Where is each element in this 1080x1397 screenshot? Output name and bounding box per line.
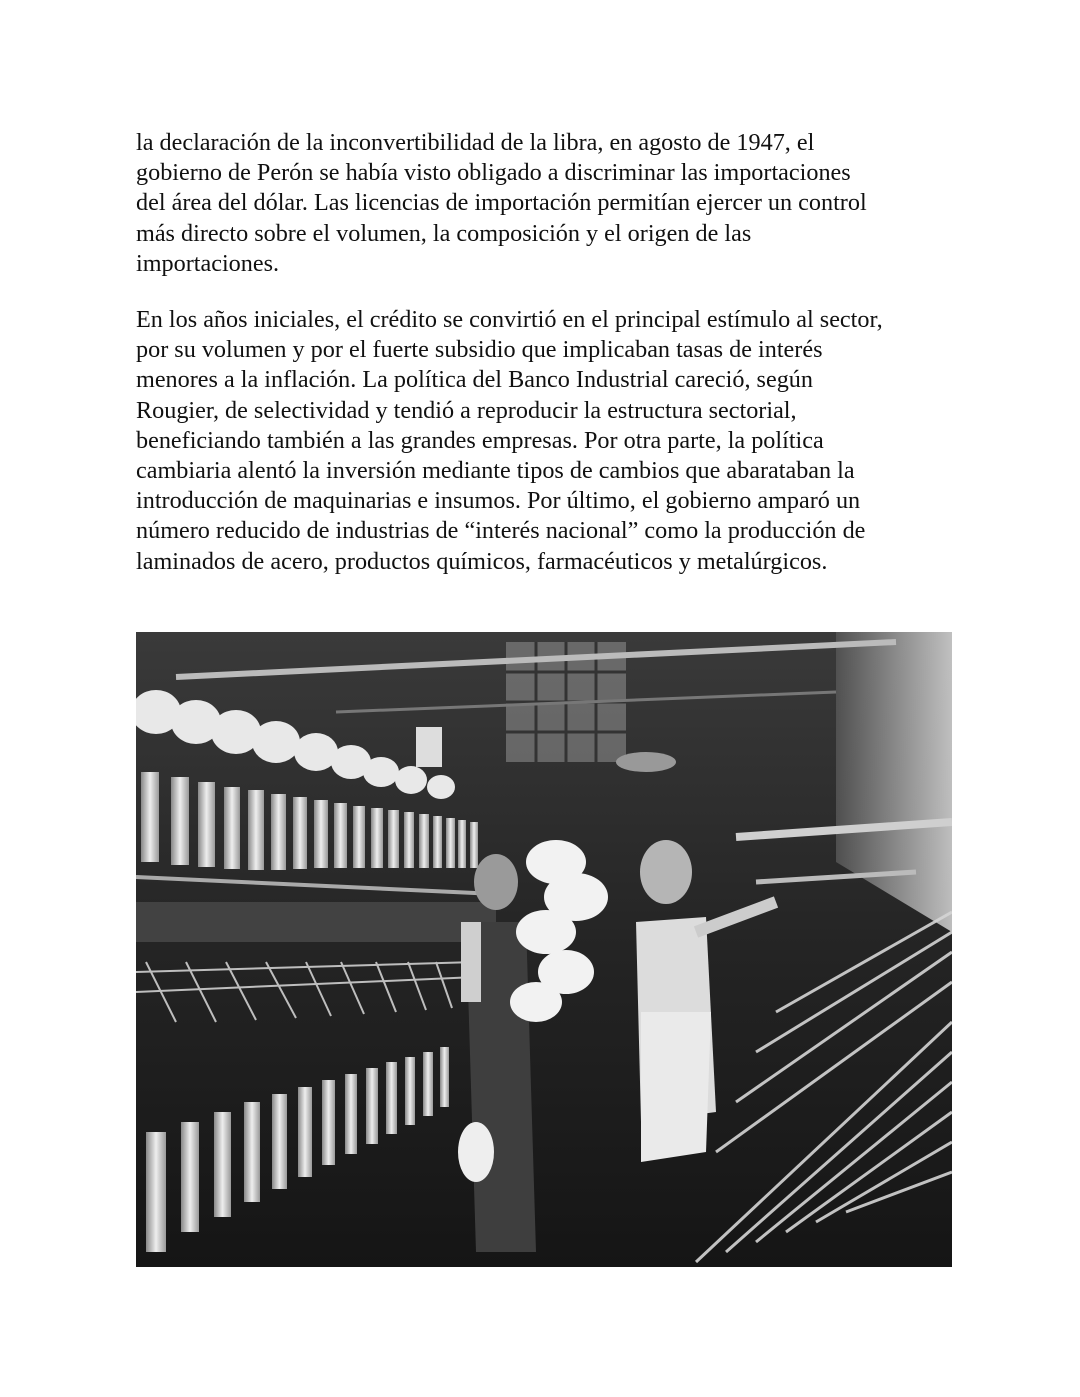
text-line: beneficiando también a las grandes empresas. Por otra parte, la política	[136, 426, 824, 454]
text-line: número reducido de industrias de “interés nacional” como la producción de	[136, 517, 866, 545]
textile-factory-photo	[136, 632, 952, 1267]
text-line: más directo sobre el volumen, la composición y el origen de las	[136, 219, 752, 247]
text-line: por su volumen y por el fuerte subsidio que implicaban tasas de interés	[136, 336, 823, 364]
text-line: importaciones.	[136, 249, 280, 277]
text-line: cambiaria alentó la inversión mediante tipos de cambios que abarataban la	[136, 457, 855, 485]
text-line: gobierno de Perón se había visto obligado a discriminar las importaciones	[136, 159, 851, 187]
factory-image-icon	[136, 632, 952, 1267]
text-line: Rougier, de selectividad y tendió a reproducir la estructura sectorial,	[136, 396, 797, 424]
text-line: del área del dólar. Las licencias de importación permitían ejercer un control	[136, 189, 867, 217]
paragraph-import-controls	[136, 128, 966, 279]
text-line: En los años iniciales, el crédito se convirtió en el principal estímulo al sector,	[136, 306, 883, 333]
text-line: introducción de maquinarias e insumos. Por último, el gobierno amparó un	[136, 487, 861, 515]
text-line: la declaración de la inconvertibilidad de la libra, en agosto de 1947, el	[136, 129, 815, 156]
text-line: menores a la inflación. La política del Banco Industrial careció, según	[136, 366, 813, 394]
paragraph-credit-policy	[136, 305, 966, 577]
text-line: laminados de acero, productos químicos, farmacéuticos y metalúrgicos.	[136, 547, 828, 575]
